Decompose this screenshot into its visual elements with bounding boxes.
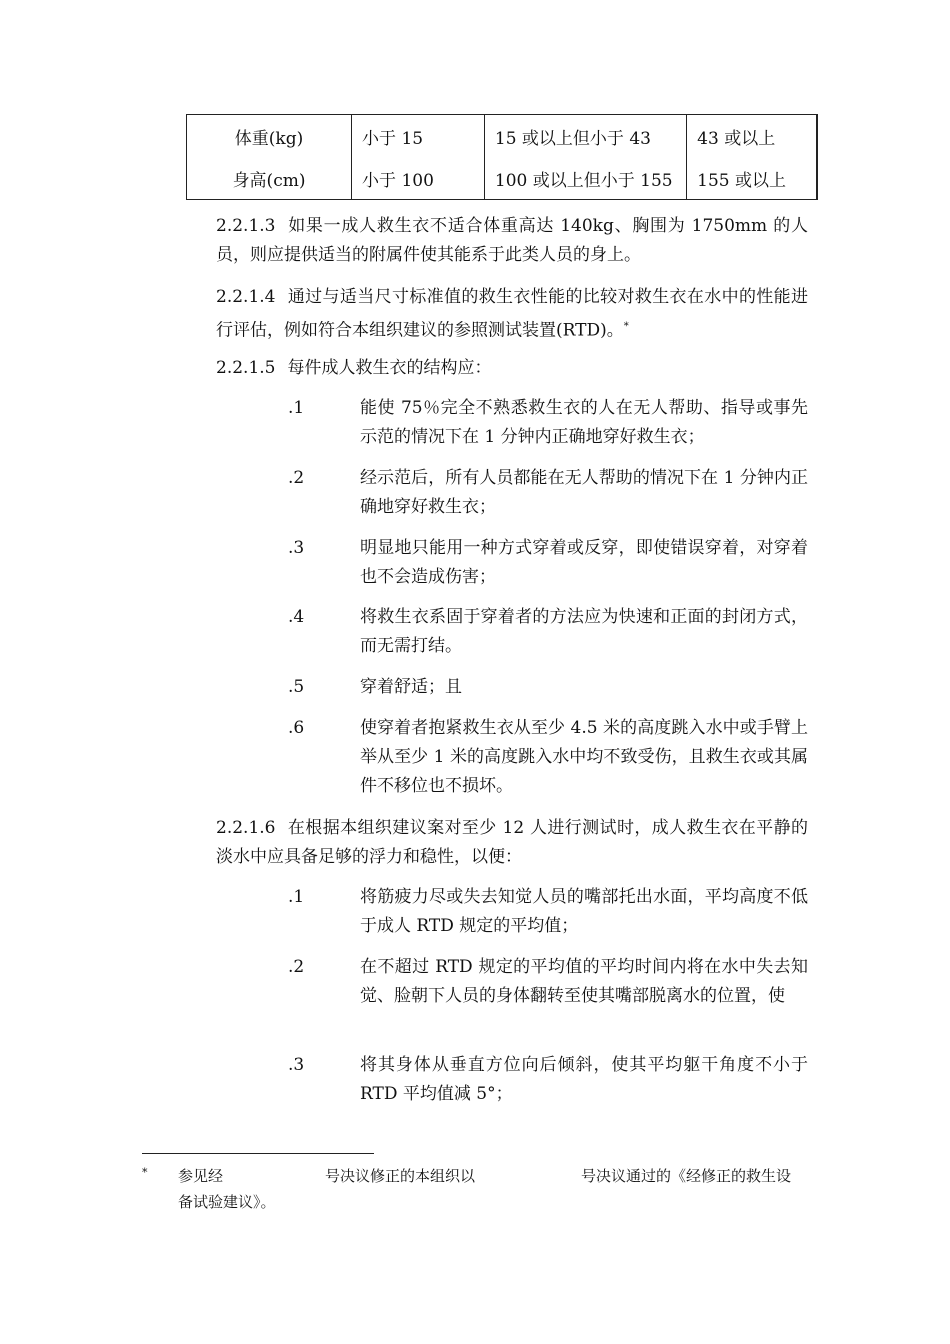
section-text: 每件成人救生衣的结构应： <box>287 358 492 378</box>
table-row <box>187 115 818 158</box>
footnote-text: 参见经 <box>178 1167 224 1185</box>
section-2214 <box>216 283 808 346</box>
section-text: 如果一成人救生衣不适合体重高达 140kg、胸围为 1750mm 的人员，则应提供适当的附属件使其能系于此类人员的身上。 <box>216 216 808 265</box>
section-number: 2.2.1.3 <box>216 216 276 236</box>
item-number: .3 <box>288 538 305 558</box>
item-text: 将筋疲力尽或失去知觉人员的嘴部托出水面，平均高度不低于成人 RTD 规定的平均值； <box>360 887 808 936</box>
item-number: .1 <box>288 887 305 907</box>
table-cell: 体重(kg) <box>187 115 352 158</box>
table-row <box>187 157 818 200</box>
item-text: 经示范后，所有人员都能在无人帮助的情况下在 1 分钟内正确地穿好救生衣； <box>360 468 808 517</box>
item-text: 在不超过 RTD 规定的平均值的平均时间内将在水中失去知觉、脸朝下人员的身体翻转至使其嘴部脱离水的位置，使 <box>360 957 808 1006</box>
item-text: 将救生衣系固于穿着者的方法应为快速和正面的封闭方式，而无需打结。 <box>360 607 808 656</box>
section-2216 <box>216 814 808 872</box>
footnote-text: 号决议修正的本组织以 <box>325 1167 476 1185</box>
section-text: 通过与适当尺寸标准值的救生衣性能的比较对救生衣在水中的性能进行评估，例如符合本组织建议的参照测试装置(RTD)。 <box>216 287 808 341</box>
item-number: .6 <box>288 718 305 738</box>
section-2215 <box>216 354 808 383</box>
table-cell: 小于 100 <box>352 157 485 200</box>
table-cell: 15 或以上但小于 43 <box>484 115 686 158</box>
item-text: 将其身体从垂直方位向后倾斜，使其平均躯干角度不小于 RTD 平均值减 5°； <box>360 1055 808 1104</box>
footnote-marker: * <box>142 1166 148 1179</box>
table-cell: 43 或以上 <box>687 115 817 158</box>
section-number: 2.2.1.6 <box>216 818 276 838</box>
item-number: .4 <box>288 607 305 627</box>
table-cell: 155 或以上 <box>687 157 817 200</box>
table-cell: 100 或以上但小于 155 <box>484 157 686 200</box>
section-number: 2.2.1.5 <box>216 358 276 378</box>
table-cell: 小于 15 <box>352 115 485 158</box>
item-text: 穿着舒适；且 <box>360 677 462 697</box>
footnote-divider <box>142 1153 374 1154</box>
item-number: .2 <box>288 468 305 488</box>
item-text: 能使 75％完全不熟悉救生衣的人在无人帮助、指导或事先示范的情况下在 1 分钟内正确地穿好救生衣； <box>360 398 808 447</box>
footnote-reference: * <box>623 321 629 332</box>
item-number: .2 <box>288 957 305 977</box>
item-number: .1 <box>288 398 305 418</box>
footnote-text: 号决议通过的《经修正的救生设 <box>581 1167 792 1185</box>
item-number: .5 <box>288 677 305 697</box>
section-number: 2.2.1.4 <box>216 287 276 307</box>
item-text: 明显地只能用一种方式穿着或反穿，即使错误穿着，对穿着也不会造成伤害； <box>360 538 808 587</box>
item-text: 使穿着者抱紧救生衣从至少 4.5 米的高度跳入水中或手臂上举从至少 1 米的高度跳入水中均不致受伤，且救生衣或其属件不移位也不损坏。 <box>360 718 808 796</box>
size-table <box>186 114 818 200</box>
item-number: .3 <box>288 1055 305 1075</box>
section-2213 <box>216 212 808 270</box>
footnote-text: 备试验建议》。 <box>178 1193 276 1211</box>
table-cell: 身高(cm) <box>187 157 352 200</box>
section-text: 在根据本组织建议案对至少 12 人进行测试时，成人救生衣在平静的淡水中应具备足够的浮力和稳性，以便： <box>216 818 808 867</box>
